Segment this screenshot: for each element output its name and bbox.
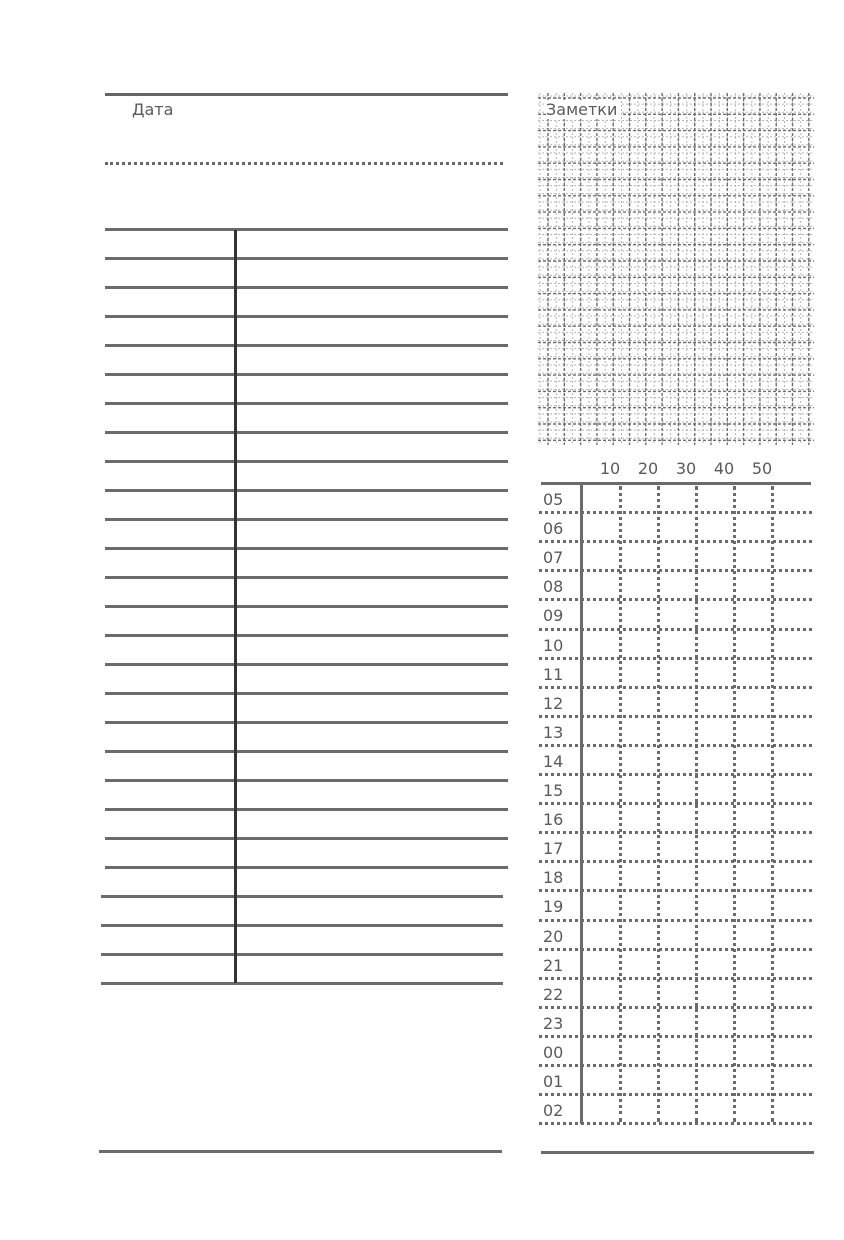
minute-mark-label: 30 (675, 459, 697, 478)
table-row[interactable] (106, 840, 506, 866)
table-row[interactable] (106, 405, 506, 431)
minute-column-divider (619, 486, 622, 1122)
table-row[interactable] (106, 492, 506, 518)
hour-label: 15 (543, 781, 564, 800)
date-top-rule (105, 93, 508, 96)
table-row[interactable] (106, 608, 506, 634)
hour-label: 10 (543, 635, 564, 655)
hour-label: 20 (543, 926, 564, 946)
notes-grid[interactable] (538, 93, 814, 445)
hour-label: 22 (543, 984, 564, 1004)
minute-column-divider (695, 486, 698, 1122)
hour-row-rule (539, 1122, 812, 1125)
table-row-rule (101, 982, 503, 985)
table-row[interactable] (106, 260, 506, 286)
table-row[interactable] (106, 376, 506, 402)
minute-column-divider (657, 486, 660, 1122)
right-bottom-rule (541, 1151, 814, 1154)
notes-label: Заметки (546, 100, 621, 119)
minute-column-divider (733, 486, 736, 1122)
hour-label: 11 (543, 664, 564, 684)
table-row[interactable] (106, 956, 506, 982)
table-row[interactable] (106, 579, 506, 605)
hour-label: 23 (543, 1013, 564, 1033)
table-row[interactable] (106, 695, 506, 721)
table-row[interactable] (106, 289, 506, 315)
date-label: Дата (132, 100, 174, 119)
table-row[interactable] (106, 753, 506, 779)
table-row[interactable] (106, 811, 506, 837)
hour-label: 08 (543, 577, 564, 597)
hour-label: 12 (543, 693, 564, 713)
hour-label: 09 (543, 606, 564, 626)
hour-label: 02 (543, 1101, 564, 1121)
table-row[interactable] (106, 550, 506, 576)
table-row[interactable] (106, 318, 506, 344)
table-row[interactable] (106, 927, 506, 953)
date-entry-line[interactable] (105, 162, 503, 165)
hour-label: 01 (543, 1072, 564, 1091)
table-row[interactable] (106, 347, 506, 373)
minute-mark-label: 40 (713, 459, 735, 478)
left-bottom-rule (99, 1150, 502, 1153)
table-row[interactable] (106, 724, 506, 750)
hour-label: 13 (543, 722, 564, 742)
minute-mark-label: 10 (599, 459, 621, 478)
table-row[interactable] (106, 521, 506, 547)
table-row[interactable] (106, 898, 506, 924)
minute-mark-label: 20 (637, 459, 659, 478)
table-row[interactable] (106, 869, 506, 895)
hour-label: 14 (543, 751, 564, 771)
table-row[interactable] (106, 463, 506, 489)
hour-label: 07 (543, 548, 564, 568)
table-row[interactable] (106, 666, 506, 692)
hour-label: 21 (543, 955, 564, 975)
hour-label: 16 (543, 810, 564, 830)
hour-label: 19 (543, 897, 564, 917)
hour-label: 17 (543, 839, 564, 859)
hour-label: 00 (543, 1042, 564, 1062)
minute-column-divider (771, 486, 774, 1122)
table-row[interactable] (106, 434, 506, 460)
table-row[interactable] (106, 637, 506, 663)
hour-label: 06 (543, 519, 564, 539)
table-row[interactable] (106, 782, 506, 808)
hour-label: 05 (543, 490, 564, 509)
table-row[interactable] (106, 231, 506, 257)
minute-mark-label: 50 (751, 459, 773, 478)
hour-label: 18 (543, 868, 564, 888)
